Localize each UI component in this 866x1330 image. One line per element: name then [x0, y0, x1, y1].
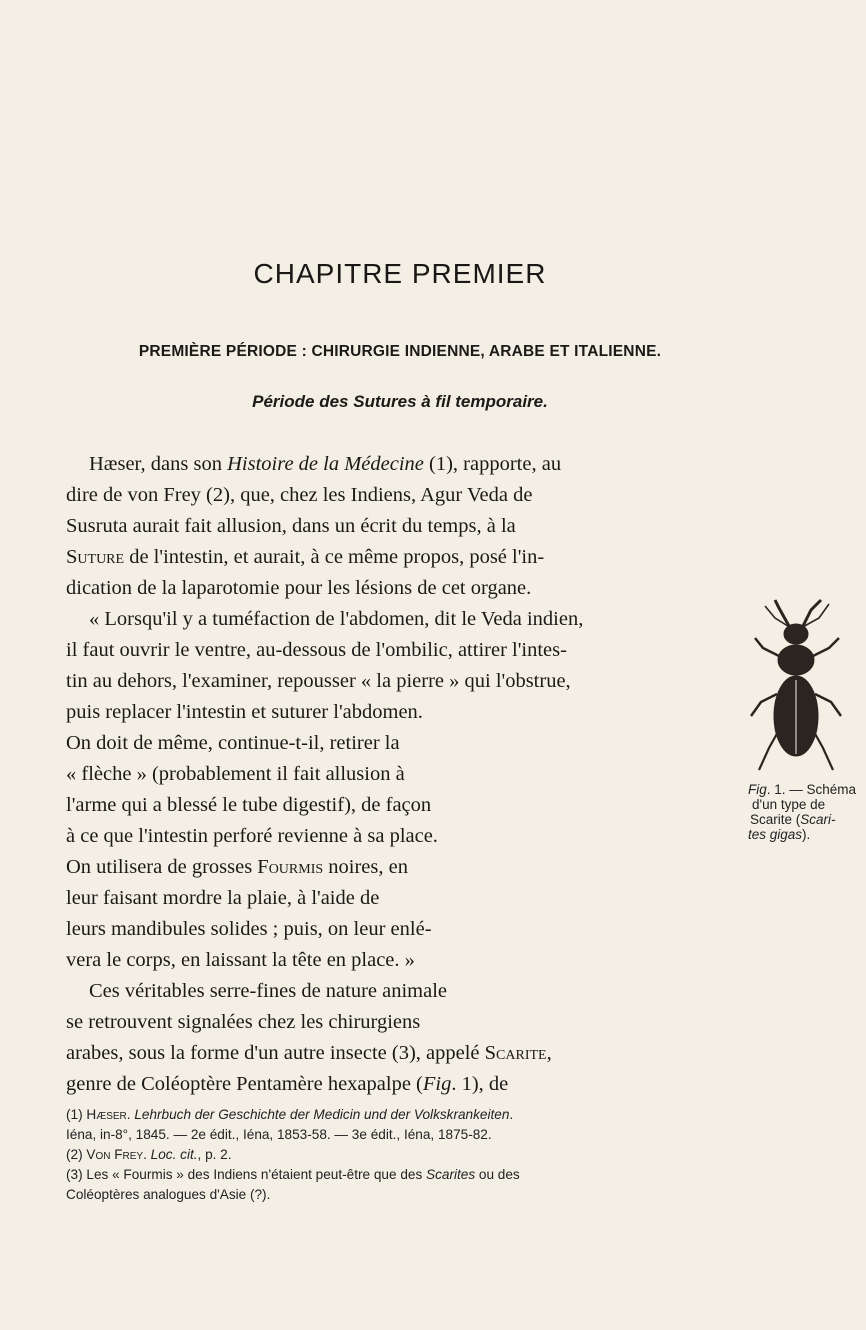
- text-line: dire de von Frey (2), que, chez les Indiens, Agur Veda de: [66, 484, 533, 506]
- text-line: On utilisera de grosses Fourmis noires, en: [66, 856, 408, 878]
- text-line: vera le corps, en laissant la tête en place. »: [66, 949, 415, 971]
- text-line: Ces véritables serre-fines de nature animale: [89, 980, 448, 1002]
- text-line: Susruta aurait fait allusion, dans un écrit du temps, à la: [66, 515, 516, 537]
- text-line: il faut ouvrir le ventre, au-dessous de l'ombilic, attirer l'intes-: [66, 639, 567, 661]
- figure-scarite: [745, 598, 850, 776]
- text-line: à ce que l'intestin perforé revienne à sa place.: [66, 825, 438, 847]
- text-line: leurs mandibules solides ; puis, on leur enlé-: [66, 918, 432, 940]
- figure-caption: Fig. 1. — Schéma d'un type de Scarite (Scari- tes gigas).: [748, 782, 857, 842]
- footnote-1-cont: Iéna, in-8°, 1845. — 2e édit., Iéna, 1853-58. — 3e édit., Iéna, 1875-82.: [66, 1127, 492, 1142]
- text-line: se retrouvent signalées chez les chirurgiens: [66, 1011, 421, 1033]
- text-line: leur faisant mordre la plaie, à l'aide de: [66, 887, 380, 909]
- text-line: « flèche » (probablement il fait allusion à: [66, 763, 405, 785]
- text-line: genre de Coléoptère Pentamère hexapalpe (Fig. 1), de: [66, 1073, 509, 1095]
- text-line: l'arme qui a blessé le tube digestif), de façon: [66, 794, 432, 816]
- text-line: Suture de l'intestin, et aurait, à ce même propos, posé l'in-: [66, 546, 545, 568]
- footnote-2: (2) Von Frey. Loc. cit., p. 2.: [66, 1147, 232, 1162]
- footnote-3-cont: Coléoptères analogues d'Asie (?).: [66, 1187, 271, 1202]
- footnote-1: (1) Hæser. Lehrbuch der Geschichte der Medicin und der Volkskrankeiten.: [66, 1107, 514, 1122]
- text-line: tin au dehors, l'examiner, repousser « la pierre » qui l'obstrue,: [66, 670, 571, 692]
- chapter-title: CHAPITRE PREMIER: [253, 258, 547, 289]
- text-line: puis replacer l'intestin et suturer l'abdomen.: [66, 701, 423, 723]
- section-title: PREMIÈRE PÉRIODE : CHIRURGIE INDIENNE, ARABE ET ITALIENNE.: [138, 343, 662, 360]
- footnote-3: (3) Les « Fourmis » des Indiens n'étaient peut-être que des Scarites ou des: [66, 1167, 520, 1182]
- text-line: On doit de même, continue-t-il, retirer la: [66, 732, 400, 754]
- period-subtitle: Période des Sutures à fil temporaire.: [252, 392, 548, 411]
- text-line: dication de la laparotomie pour les lésions de cet organe.: [66, 577, 532, 599]
- scarite-beetle-icon: [745, 598, 850, 776]
- text-line: Hæser, dans son Histoire de la Médecine (1), rapporte, au: [89, 453, 562, 475]
- text-line: « Lorsqu'il y a tuméfaction de l'abdomen, dit le Veda indien,: [89, 608, 584, 630]
- text-line: arabes, sous la forme d'un autre insecte (3), appelé Scarite,: [66, 1042, 552, 1064]
